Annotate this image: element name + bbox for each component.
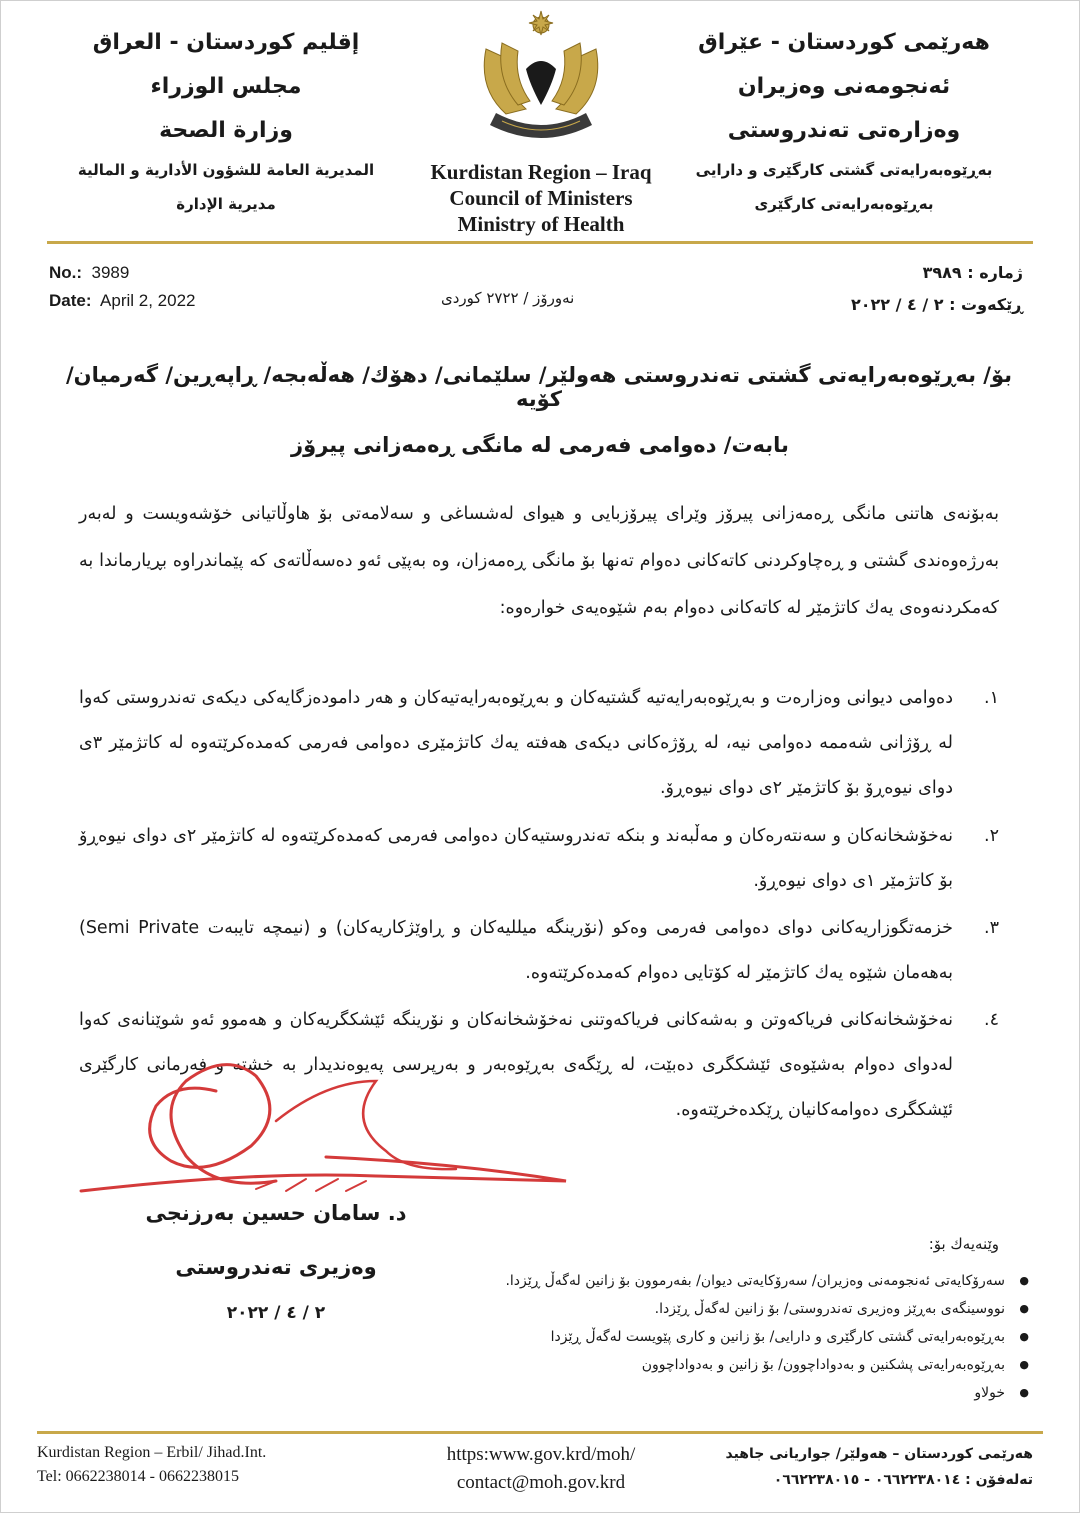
signatory-title: وەزیری تەندروستی <box>175 1255 377 1279</box>
kurdish-directorate: بەڕێوەبەرایەتی کارگێری <box>754 195 934 213</box>
list-item <box>79 814 999 904</box>
intro-paragraph: بەبۆنەی هاتنی مانگی ڕەمەزانی پیرۆز وێرای پیرۆزبایی و هیوای لەشساغی و سەلامەتی بۆ هاوڵاتیانی خۆشەویست و لەبەر بەرژەوەندی گشتی و ڕەچاوكردنی كاتەكانی دەوام تەنها بۆ مانگی ڕەمەزان، وە بەپێی ئەو دەسەڵاتەی كە پێماندراوە بڕیارماندا بە كەمكردنەوەی یەك كاتژمێر لە كاتەكانی دەوام بەم شێوەیەی خوارەوە: <box>79 504 999 618</box>
kurdish-number: ژمارە : ٣٩٨٩ <box>922 263 1023 282</box>
kurdish-calendar-date: نەورۆز / ٢٧٢٢ كوردی <box>441 289 575 307</box>
cc-item: ● خولاو <box>409 1379 1029 1407</box>
kurdish-directorate-general: بەڕێوەبەرایەتی گشتی کارگێری و دارایی <box>695 161 993 179</box>
list-item <box>79 676 999 811</box>
footer-address-english <box>37 1441 266 1489</box>
arabic-ministry: وزارة الصحة <box>159 118 293 143</box>
signature-date: ٢ / ٤ / ٢٠٢٢ <box>226 1303 326 1323</box>
arabic-council: مجلس الوزراء <box>150 74 302 99</box>
handwritten-signature <box>76 1051 576 1211</box>
footer-divider <box>37 1431 1043 1434</box>
arabic-region: إقليم كوردستان - العراق <box>92 30 360 55</box>
kurdistan-emblem-icon <box>456 9 626 159</box>
item-text: نەخۆشخانەكانی فریاكەوتن و بەشەكانی فریاكەوتنی نەخۆشخانەكان و نۆرینگە ئێشكگریەكان و هەموو ئەو شوێنانەی كەوا لەدوای دەوام بەشێوەی ئێشكگری دەبێت، لە ڕێگەی بەڕێوەبەر و بەرپرسی پەیوەندیدار بە خشتە و فەرمانی كارگێری ئێشكگری دەوامەكانیان ڕێكدەخرێتەوە. <box>79 1010 953 1120</box>
english-ministry: Ministry of Health <box>457 212 625 236</box>
footer-phone-ku: تەلەفۆن : ٠٦٦٢٢٣٨٠١٤ - ٠٦٦٢٢٣٨٠١٥ <box>773 1472 1033 1488</box>
cc-item: ● بەڕێوەبەرایەتی گشتی كارگێری و دارایی/ بۆ زانین و كاری پێویست لەگەڵ ڕێزدا <box>409 1323 1029 1351</box>
item-text: خزمەتگوزاریەكانی دوای دەوامی فەرمی وەكو (نۆرینگە میللیەكان و ڕاوێژكاریەكان) و (نیمچە تایبەت Semi Private) بەهەمان شێوە یەك كاتژمێر لە كۆتایی دەوام كەمدەكرێتەوە. <box>79 918 953 983</box>
addressee-line: بۆ/ بەڕێوەبەرایەتی گشتی تەندروستی هەولێر/ سلێمانی/ دهۆك/ هەڵەبجە/ ڕاپەڕین/ گەرمیان/ كۆیە <box>65 363 1013 411</box>
footer-contact <box>411 1441 671 1497</box>
arabic-directorate-general: المديرية العامة للشؤون الأدارية و المالية <box>77 161 375 179</box>
list-item <box>79 906 999 996</box>
cc-heading: وێنەیەك بۆ: <box>928 1235 999 1253</box>
arabic-directorate: مديرية الإدارة <box>176 195 276 213</box>
date-label: Date: <box>49 291 92 310</box>
english-region: Kurdistan Region – Iraq <box>430 160 652 184</box>
item-text: دەوامی دیوانی وەزارەت و بەڕێوەبەرایەتیە گشتیەكان و بەڕێوەبەرایەتیەكان و هەر دامودەزگایەكی دیكەی تەندروستی كەوا لە ڕۆژانی شەممە دەوامی نیە، لە ڕۆژەكانی دیكەی هەفتە یەك كاتژمێری دەوامی فەرمی كەمدەكرێتەوە لە كاتژمێر ٣ی دوای نیوەڕۆ بۆ كاتژمێر ٢ی دوای نیوەڕۆ. <box>79 688 953 798</box>
footer-address: Kurdistan Region – Erbil/ Jihad.Int. <box>37 1444 267 1461</box>
english-council: Council of Ministers <box>449 186 633 210</box>
number-value: 3989 <box>91 263 130 282</box>
item-number: ٢. <box>984 826 999 846</box>
kurdish-date: ڕێکەوت : ٢ / ٤ / ٢٠٢٢ <box>850 295 1023 314</box>
item-text: نەخۆشخانەكان و سەنتەرەكان و مەڵبەند و بنكە تەندروستیەكان دەوامی فەرمی كەمدەكرێتەوە لە كاتژمێر ٢ی دوای نیوەڕۆ بۆ كاتژمێر ١ی دوای نیوەڕۆ. <box>79 826 953 891</box>
cc-item: ● سەرۆكایەتی ئەنجومەنی وەزیران/ سەرۆكایەتی دیوان/ بفەرموون بۆ زانین لەگەڵ ڕێزدا. <box>409 1267 1029 1295</box>
item-number: ٣. <box>984 918 999 938</box>
header-divider <box>47 241 1033 244</box>
cc-item: ● نووسینگەی بەڕێز وەزیری تەندروستی/ بۆ زانین لەگەڵ ڕێزدا. <box>409 1295 1029 1323</box>
date-value: April 2, 2022 <box>100 291 196 310</box>
item-number: ١. <box>984 688 999 708</box>
subject-line: بابەت/ دەوامی فەرمی لە مانگی ڕەمەزانی پیرۆز <box>291 433 789 457</box>
letter-meta-english <box>49 259 195 315</box>
footer-email-link[interactable]: contact@moh.gov.krd <box>456 1472 626 1493</box>
item-number: ٤. <box>984 1010 999 1030</box>
kurdish-ministry: وەزارەتی تەندروستی <box>727 118 961 143</box>
kurdish-region: هەرێمی کوردستان - عێراق <box>698 30 990 55</box>
cc-list <box>409 1267 1029 1407</box>
signatory-name: د. سامان حسین بەرزنجی <box>145 1201 407 1225</box>
letter-meta-kurdish <box>851 257 1023 321</box>
cc-item: ● بەڕێوەبەرایەتی پشكنین و بەدواداچوون/ بۆ زانین و بەدواداچوون <box>409 1351 1029 1379</box>
arabic-header <box>61 21 391 221</box>
ministry-emblem-block <box>401 9 681 237</box>
footer-website-link[interactable]: https:www.gov.krd/moh/ <box>446 1444 636 1465</box>
kurdish-header <box>679 21 1009 221</box>
footer-address-ku: هەرێمی كوردستان – هەولێر/ جواریانی جاهید <box>725 1446 1033 1462</box>
footer-phone: Tel: 0662238014 - 0662238015 <box>37 1468 239 1485</box>
number-label: No.: <box>49 263 83 282</box>
kurdish-council: ئەنجومەنی وەزیران <box>737 74 951 99</box>
footer-address-kurdish <box>726 1441 1034 1493</box>
